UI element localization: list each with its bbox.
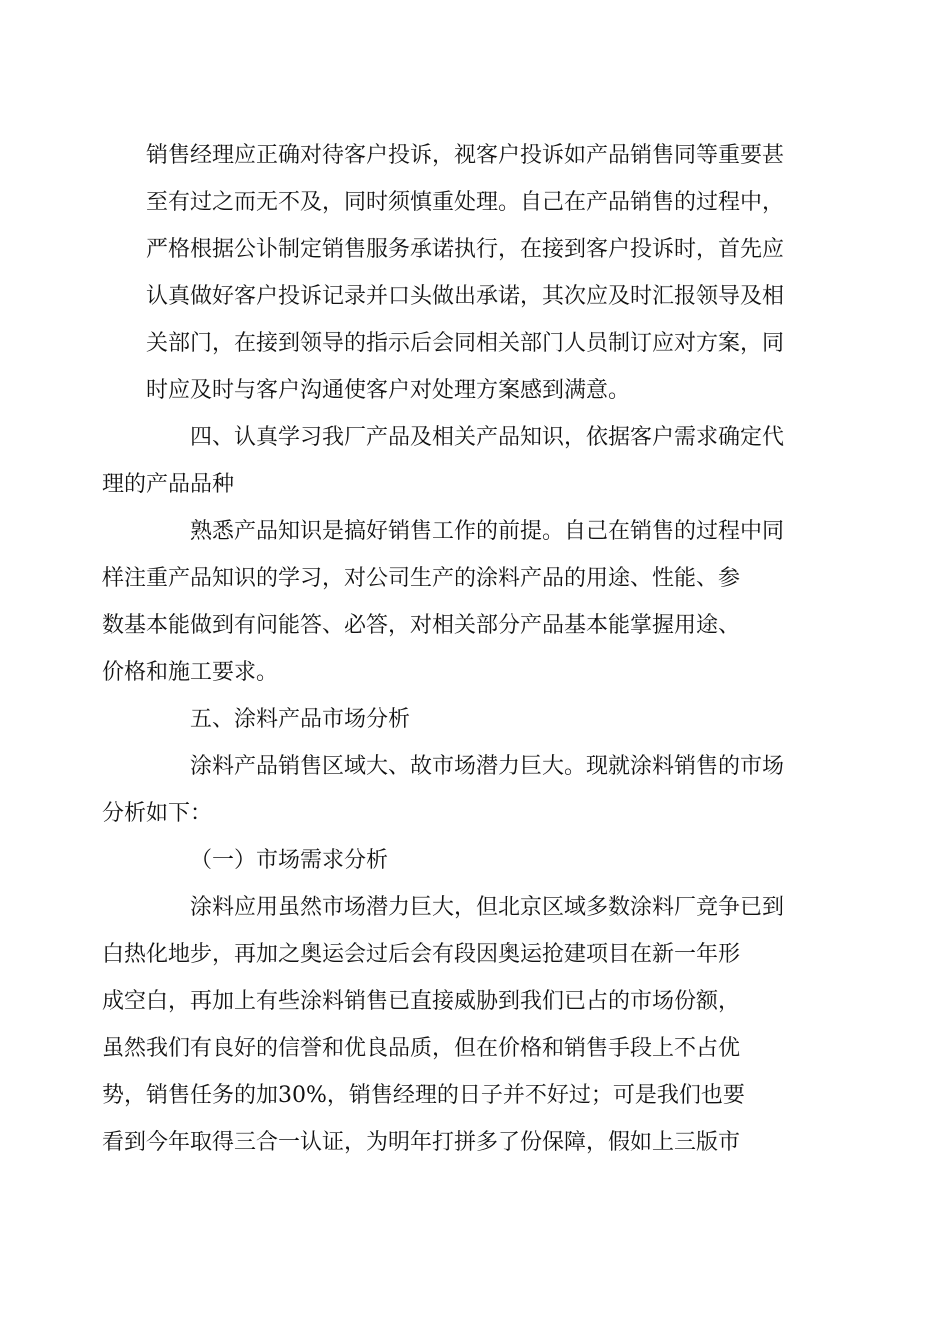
text-line: 虽然我们有良好的信誉和优良品质，但在价格和销售手段上不占优 [102,1036,741,1061]
text-line: 样注重产品知识的学习，对公司生产的涂料产品的用途、性能、参 [102,566,741,591]
text-line: 理的产品品种 [102,472,235,497]
text-line: 势，销售任务的加30%，销售经理的日子并不好过；可是我们也要 [102,1083,745,1108]
section-heading-five [146,696,810,743]
text-line: 分析如下： [102,801,213,826]
text-line: 数基本能做到有问能答、必答，对相关部分产品基本能掌握用途、 [102,613,741,638]
text-line: 成空白，再加上有些涂料销售已直接威胁到我们已占的市场份额， [102,989,741,1014]
text-line: 涂料产品销售区域大、故市场潜力巨大。现就涂料销售的市场 [190,754,785,779]
paragraph-market-intro [102,743,810,837]
text-line: 四、认真学习我厂产品及相关产品知识，依据客户需求确定代 [190,425,785,450]
subsection-heading-demand [146,837,810,884]
paragraph-complaint-handling [146,132,810,414]
text-line: 销售经理应正确对待客户投诉，视客户投诉如产品销售同等重要甚 [146,143,785,168]
text-line: 熟悉产品知识是搞好销售工作的前提。自己在销售的过程中同 [190,519,785,544]
paragraph-product-knowledge [102,508,810,696]
text-line: 至有过之而无不及，同时须慎重处理。自己在产品销售的过程中， [146,190,785,215]
text-line: 五、涂料产品市场分析 [190,707,411,732]
paragraph-demand-analysis [102,884,810,1166]
text-line: （一）市场需求分析 [190,848,389,873]
text-line: 看到今年取得三合一认证，为明年打拼多了份保障，假如上三版市 [102,1130,741,1155]
text-line: 白热化地步，再加之奥运会过后会有段因奥运抢建项目在新一年形 [102,942,741,967]
section-heading-four [102,414,810,508]
text-line: 严格根据公讣制定销售服务承诺执行，在接到客户投诉时，首先应 [146,237,785,262]
text-line: 时应及时与客户沟通使客户对处理方案感到满意。 [146,378,631,403]
document-page [102,132,810,1166]
text-line: 价格和施工要求。 [102,660,279,685]
text-line: 认真做好客户投诉记录并口头做出承诺，其次应及时汇报领导及相 [146,284,785,309]
text-line: 关部门，在接到领导的指示后会同相关部门人员制订应对方案，同 [146,331,785,356]
text-line: 涂料应用虽然市场潜力巨大，但北京区域多数涂料厂竞争已到 [190,895,785,920]
